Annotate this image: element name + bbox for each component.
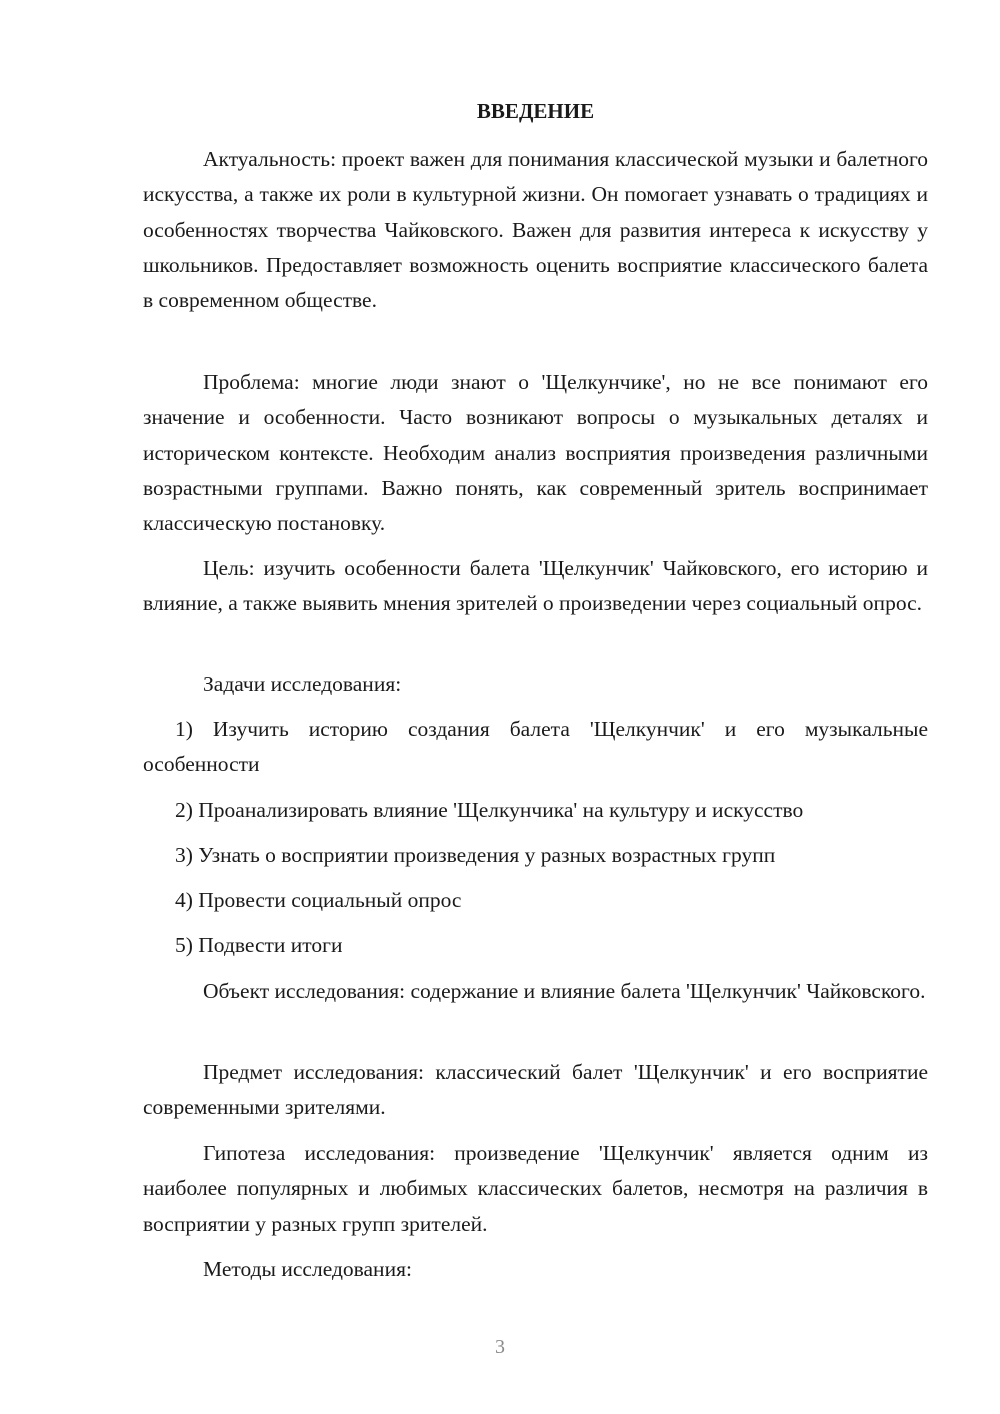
task-item-3: 3) Узнать о восприятии произведения у разных возрастных групп (175, 843, 776, 867)
object-paragraph: Объект исследования: содержание и влияние балета 'Щелкунчик' Чайковского. (203, 979, 926, 1003)
task-item-2: 2) Проанализировать влияние 'Щелкунчика' на культуру и искусство (175, 798, 804, 822)
tasks-title: Задачи исследования: (203, 672, 402, 696)
page-number: 3 (495, 1336, 505, 1358)
goal-paragraph: Цель: изучить особенности балета 'Щелкунчик' Чайковского, его историю и влияние, а также выявить мнения зрителей о произведении через социальный опрос. (143, 556, 928, 616)
page-title: ВВЕДЕНИЕ (476, 99, 595, 123)
task-item-5: 5) Подвести итоги (175, 933, 343, 957)
hypothesis-paragraph: Гипотеза исследования: произведение 'Щелкунчик' является одним из наиболее популярных и любимых классических балетов, несмотря на различия в восприятии у разных групп зрителей. (143, 1141, 928, 1236)
task-item-1: 1) Изучить историю создания балета 'Щелкунчик' и его музыкальные особенности (143, 717, 928, 777)
problem-paragraph: Проблема: многие люди знают о 'Щелкунчике', но не все понимают его значение и особенности. Часто возникают вопросы о музыкальных деталях и историческом контексте. Необходим анализ восприятия произведения различными возрастными группами. Важно понять, как современный зритель воспринимает классическую постановку. (143, 370, 928, 536)
subject-paragraph: Предмет исследования: классический балет 'Щелкунчик' и его восприятие современными зрителями. (143, 1060, 928, 1120)
task-item-4: 4) Провести социальный опрос (175, 888, 462, 912)
methods-title: Методы исследования: (203, 1257, 412, 1281)
relevance-paragraph: Актуальность: проект важен для понимания классической музыки и балетного искусства, а также их роли в культурной жизни. Он помогает узнавать о традициях и особенностях творчества Чайковского. Важен для развития интереса к искусству у школьников. Предоставляет возможность оценить восприятие классического балета в современном обществе. (143, 147, 928, 313)
